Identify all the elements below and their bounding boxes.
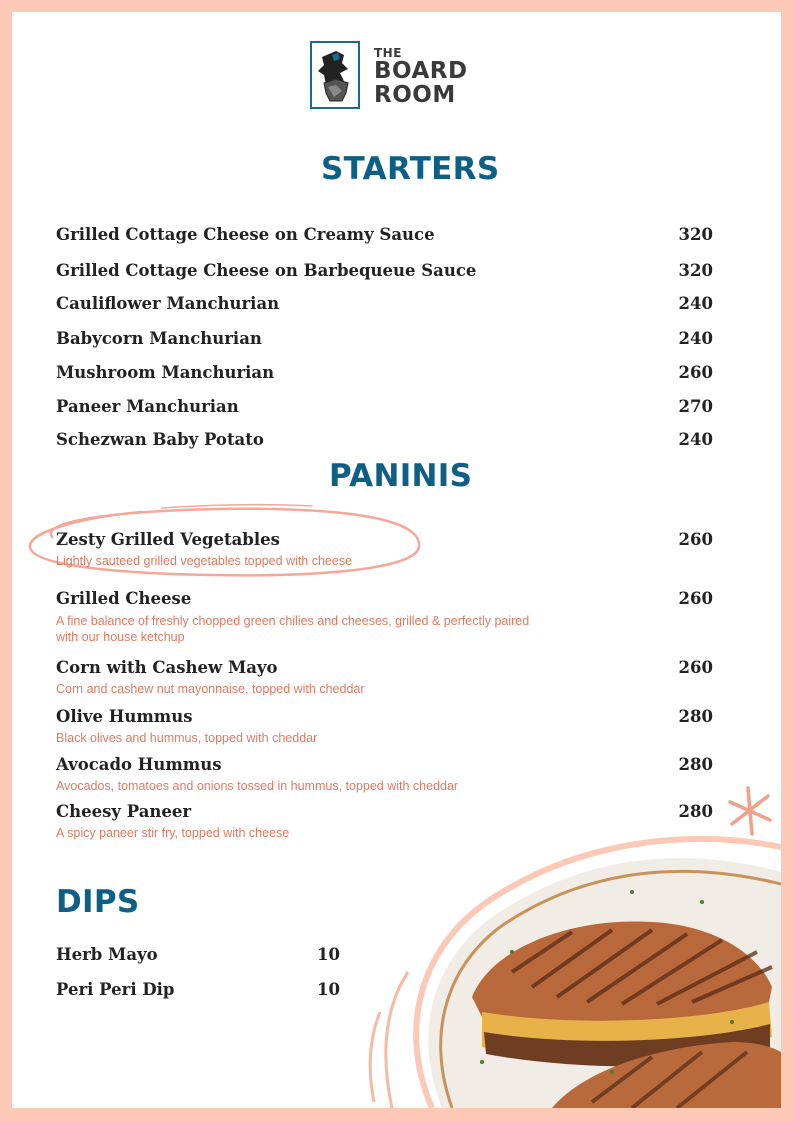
panini-item-price: 260 [678, 589, 713, 608]
starter-item-price: 320 [678, 261, 713, 280]
starter-item-price: 240 [678, 329, 713, 348]
starter-item-name: Grilled Cottage Cheese on Creamy Sauce [56, 225, 435, 244]
panini-item-name: Cheesy Paneer [56, 802, 192, 821]
starter-item-name: Cauliflower Manchurian [56, 294, 280, 313]
panini-item-desc: Avocados, tomatoes and onions tossed in hummus, topped with cheddar [56, 779, 459, 793]
starter-item-name: Babycorn Manchurian [56, 329, 262, 348]
starter-item-price: 260 [678, 363, 713, 382]
panini-item-desc: Corn and cashew nut mayonnaise, topped with cheddar [56, 682, 365, 696]
panini-item-name: Avocado Hummus [56, 755, 222, 774]
starters-title: STARTERS [321, 151, 500, 187]
panini-item-desc: Lightly sauteed grilled vegetables topped with cheese [56, 554, 353, 568]
dip-item-name: Herb Mayo [56, 945, 158, 964]
starter-item-name: Paneer Manchurian [56, 397, 239, 416]
panini-item-price: 280 [678, 707, 713, 726]
panini-item-desc: A fine balance of freshly chopped green chilies and cheeses, grilled & perfectly paired with our house ketchup [56, 614, 530, 644]
starter-item-price: 240 [678, 430, 713, 449]
panini-item-name: Zesty Grilled Vegetables [56, 530, 280, 549]
starter-item-price: 320 [678, 225, 713, 244]
logo-line-2: BOARD [374, 58, 468, 84]
panini-item-name: Grilled Cheese [56, 589, 192, 608]
starter-item-name: Schezwan Baby Potato [56, 430, 264, 449]
dips-title: DIPS [56, 884, 140, 920]
panini-item-price: 260 [678, 530, 713, 549]
panini-item-price: 260 [678, 658, 713, 677]
panini-item-name: Corn with Cashew Mayo [56, 658, 278, 677]
panini-item-price: 280 [678, 802, 713, 821]
starter-item-price: 240 [678, 294, 713, 313]
starter-item-price: 270 [678, 397, 713, 416]
menu-page [12, 12, 781, 1108]
paninis-title: PANINIS [329, 458, 473, 494]
dip-item-name: Peri Peri Dip [56, 980, 175, 999]
panini-item-price: 280 [678, 755, 713, 774]
logo-line-3: ROOM [374, 82, 456, 108]
panini-item-desc: A spicy paneer stir fry, topped with cheese [56, 826, 290, 840]
dip-item-price: 10 [317, 945, 340, 964]
dip-item-price: 10 [317, 980, 340, 999]
panini-item-desc: Black olives and hummus, topped with cheddar [56, 731, 318, 745]
starter-item-name: Grilled Cottage Cheese on Barbequeue Sauce [56, 261, 477, 280]
panini-item-name: Olive Hummus [56, 707, 193, 726]
starter-item-name: Mushroom Manchurian [56, 363, 275, 382]
logo-line-1: THE [374, 46, 402, 60]
